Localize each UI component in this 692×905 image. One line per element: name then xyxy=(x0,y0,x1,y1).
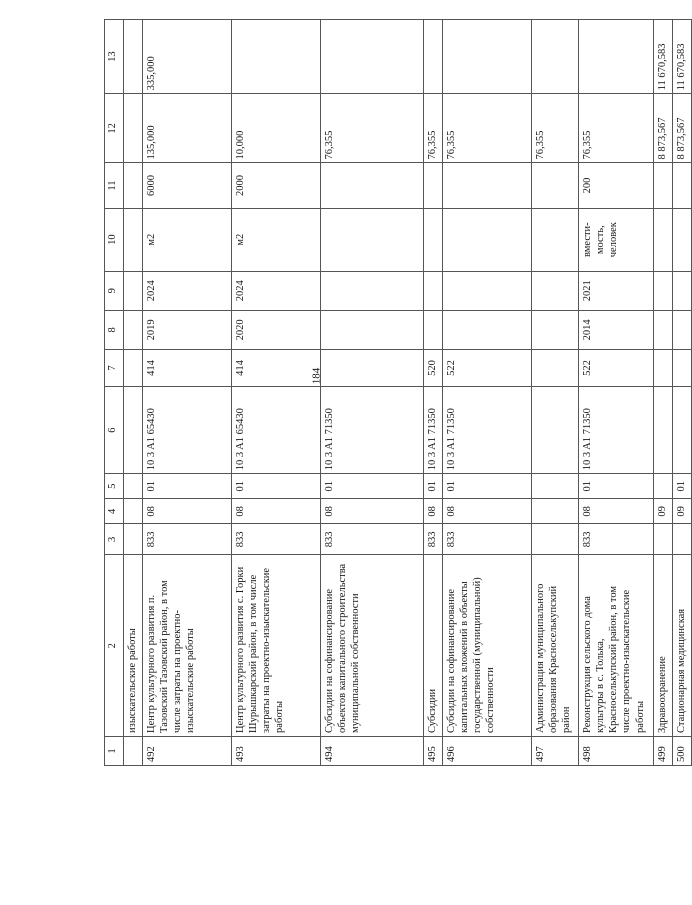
header-col-6: 6 xyxy=(105,387,124,474)
cell-col-3: 833 xyxy=(424,524,443,555)
cell-col-13 xyxy=(321,20,424,94)
cell-col-3 xyxy=(654,524,673,555)
table-row xyxy=(321,20,424,766)
cell-col-8 xyxy=(532,310,579,349)
cell-col-4: 09 xyxy=(673,499,692,524)
row-name: Реконструкция сельского дома культуры в с. Толька, Красноселькупский район, в том числе проектно-изыскательские работы xyxy=(579,555,654,736)
row-number: 496 xyxy=(443,736,532,765)
row-number: 497 xyxy=(532,736,579,765)
row-name: Здравоохранение xyxy=(654,555,673,736)
table-cell xyxy=(124,20,143,94)
row-number: 493 xyxy=(232,736,321,765)
row-number: 492 xyxy=(143,736,232,765)
cell-col-11 xyxy=(443,163,532,208)
continuation-row xyxy=(124,20,143,766)
cell-col-11 xyxy=(673,163,692,208)
cell-col-4: 08 xyxy=(579,499,654,524)
row-name: Субсидии на софинансирование капитальных вложений в объекты государственной (муниципальной) собственности xyxy=(443,555,532,736)
table-row xyxy=(673,20,692,766)
cell-col-6: 10 3 A1 65430 xyxy=(232,387,321,474)
cell-col-5: 01 xyxy=(443,474,532,499)
cell-col-8: 2020 xyxy=(232,310,321,349)
cell-col-5: 01 xyxy=(424,474,443,499)
cell-col-6: 10 3 A1 65430 xyxy=(143,387,232,474)
cell-col-7: 522 xyxy=(443,349,532,386)
row-number: 498 xyxy=(579,736,654,765)
cell-col-6: 10 3 A1 71350 xyxy=(579,387,654,474)
header-col-5: 5 xyxy=(105,474,124,499)
header-col-3: 3 xyxy=(105,524,124,555)
cell-col-6: 10 3 A1 71350 xyxy=(321,387,424,474)
cell-col-8 xyxy=(424,310,443,349)
cell-col-12: 76,355 xyxy=(321,94,424,163)
cell-col-11 xyxy=(321,163,424,208)
cell-col-10 xyxy=(321,208,424,271)
cell-col-10 xyxy=(673,208,692,271)
cell-col-6: 10 3 A1 71350 xyxy=(443,387,532,474)
table-cell xyxy=(124,94,143,163)
cell-col-5: 01 xyxy=(579,474,654,499)
header-col-9: 9 xyxy=(105,271,124,310)
cell-col-6 xyxy=(673,387,692,474)
header-col-7: 7 xyxy=(105,349,124,386)
cell-col-12: 76,355 xyxy=(443,94,532,163)
cell-col-13 xyxy=(232,20,321,94)
cell-col-3: 833 xyxy=(232,524,321,555)
cell-col-12: 8 873,567 xyxy=(654,94,673,163)
cell-col-7 xyxy=(654,349,673,386)
table-cell xyxy=(124,163,143,208)
header-col-8: 8 xyxy=(105,310,124,349)
cell-col-8: 2014 xyxy=(579,310,654,349)
cell-col-9 xyxy=(654,271,673,310)
table-cell xyxy=(124,524,143,555)
cell-col-6 xyxy=(532,387,579,474)
cell-col-9: 2024 xyxy=(143,271,232,310)
table-cell xyxy=(124,387,143,474)
cell-col-4: 08 xyxy=(424,499,443,524)
cell-col-3 xyxy=(673,524,692,555)
cell-col-3: 833 xyxy=(321,524,424,555)
cell-col-10: м2 xyxy=(143,208,232,271)
cell-col-3: 833 xyxy=(443,524,532,555)
cell-col-7 xyxy=(321,349,424,386)
cell-col-3 xyxy=(532,524,579,555)
cell-col-9 xyxy=(321,271,424,310)
cell-col-10 xyxy=(654,208,673,271)
cell-col-12: 76,355 xyxy=(579,94,654,163)
cell-col-8: 2019 xyxy=(143,310,232,349)
cell-col-4: 08 xyxy=(143,499,232,524)
table-cell xyxy=(124,499,143,524)
cell-col-7 xyxy=(673,349,692,386)
table-body xyxy=(124,20,692,766)
cell-col-8 xyxy=(673,310,692,349)
cell-col-10 xyxy=(443,208,532,271)
row-name: Центр культурного развития с. Горки Шурышкарский район, в том числе затраты на проектно-изыскательские работы xyxy=(232,555,321,736)
table-row xyxy=(654,20,673,766)
header-row xyxy=(105,20,124,766)
table-cell xyxy=(124,208,143,271)
header-col-13: 13 xyxy=(105,20,124,94)
rotated-table-wrapper xyxy=(104,19,687,766)
cell-col-11 xyxy=(532,163,579,208)
cell-col-13: 335,000 xyxy=(143,20,232,94)
cell-col-10 xyxy=(424,208,443,271)
cell-col-4: 08 xyxy=(443,499,532,524)
row-name: Администрация муниципального образования Красноселькупский район xyxy=(532,555,579,736)
cell-col-12: 76,355 xyxy=(424,94,443,163)
table-cell xyxy=(124,736,143,765)
cell-col-7: 520 xyxy=(424,349,443,386)
header-col-11: 11 xyxy=(105,163,124,208)
cell-col-5 xyxy=(532,474,579,499)
cell-col-5: 01 xyxy=(143,474,232,499)
cell-col-7: 522 xyxy=(579,349,654,386)
cell-col-5: 01 xyxy=(232,474,321,499)
cell-col-12: 8 873,567 xyxy=(673,94,692,163)
cell-col-13: 11 670,583 xyxy=(654,20,673,94)
cell-col-12: 135,000 xyxy=(143,94,232,163)
cell-col-4: 09 xyxy=(654,499,673,524)
header-col-12: 12 xyxy=(105,94,124,163)
table-row xyxy=(443,20,532,766)
cell-col-11 xyxy=(654,163,673,208)
row-name: Субсидии на софинансирование объектов капитального строительства муниципальной собственности xyxy=(321,555,424,736)
cell-col-12: 10,000 xyxy=(232,94,321,163)
cell-col-9 xyxy=(673,271,692,310)
row-number: 494 xyxy=(321,736,424,765)
cell-col-4: 08 xyxy=(321,499,424,524)
cell-col-13 xyxy=(579,20,654,94)
cell-col-8 xyxy=(321,310,424,349)
cell-col-13 xyxy=(443,20,532,94)
cell-col-11: 6000 xyxy=(143,163,232,208)
cell-col-4 xyxy=(532,499,579,524)
cell-col-7 xyxy=(532,349,579,386)
table-row xyxy=(232,20,321,766)
table-row xyxy=(424,20,443,766)
cell-col-9: 2024 xyxy=(232,271,321,310)
table-cell xyxy=(124,271,143,310)
row-name: Стационарная медицинская xyxy=(673,555,692,736)
header-col-1: 1 xyxy=(105,736,124,765)
cell-col-6: 10 3 A1 71350 xyxy=(424,387,443,474)
cell-col-5 xyxy=(654,474,673,499)
rotated-sheet xyxy=(104,19,687,766)
table-cell xyxy=(124,310,143,349)
cell-col-7: 414 xyxy=(143,349,232,386)
cell-col-13 xyxy=(532,20,579,94)
row-number: 499 xyxy=(654,736,673,765)
cell-col-8 xyxy=(654,310,673,349)
budget-table xyxy=(104,19,692,766)
cell-col-4: 08 xyxy=(232,499,321,524)
cell-col-11 xyxy=(424,163,443,208)
table-cell xyxy=(124,349,143,386)
continuation-text: изыскательские работы xyxy=(124,555,143,736)
cell-col-13 xyxy=(424,20,443,94)
row-number: 495 xyxy=(424,736,443,765)
cell-col-11: 200 xyxy=(579,163,654,208)
cell-col-13: 11 670,583 xyxy=(673,20,692,94)
table-cell xyxy=(124,474,143,499)
cell-col-10 xyxy=(532,208,579,271)
cell-col-9 xyxy=(424,271,443,310)
row-name: Центр культурного развития п. Тазовский Тазовский район, в том числе затраты на проектно-изыскательские работы xyxy=(143,555,232,736)
cell-col-9 xyxy=(532,271,579,310)
cell-col-5: 01 xyxy=(321,474,424,499)
table-row xyxy=(143,20,232,766)
header-col-4: 4 xyxy=(105,499,124,524)
cell-col-3: 833 xyxy=(579,524,654,555)
header-col-2: 2 xyxy=(105,555,124,736)
header-col-10: 10 xyxy=(105,208,124,271)
cell-col-12: 76,355 xyxy=(532,94,579,163)
cell-col-10: вмести-мость, человек xyxy=(579,208,654,271)
table-row xyxy=(579,20,654,766)
row-number: 500 xyxy=(673,736,692,765)
page-number: 184 xyxy=(310,367,323,385)
table-row xyxy=(532,20,579,766)
cell-col-7: 414 xyxy=(232,349,321,386)
cell-col-9: 2021 xyxy=(579,271,654,310)
cell-col-11: 2000 xyxy=(232,163,321,208)
cell-col-9 xyxy=(443,271,532,310)
cell-col-5: 01 xyxy=(673,474,692,499)
cell-col-3: 833 xyxy=(143,524,232,555)
cell-col-6 xyxy=(654,387,673,474)
row-name: Субсидии xyxy=(424,555,443,736)
cell-col-8 xyxy=(443,310,532,349)
cell-col-10: м2 xyxy=(232,208,321,271)
